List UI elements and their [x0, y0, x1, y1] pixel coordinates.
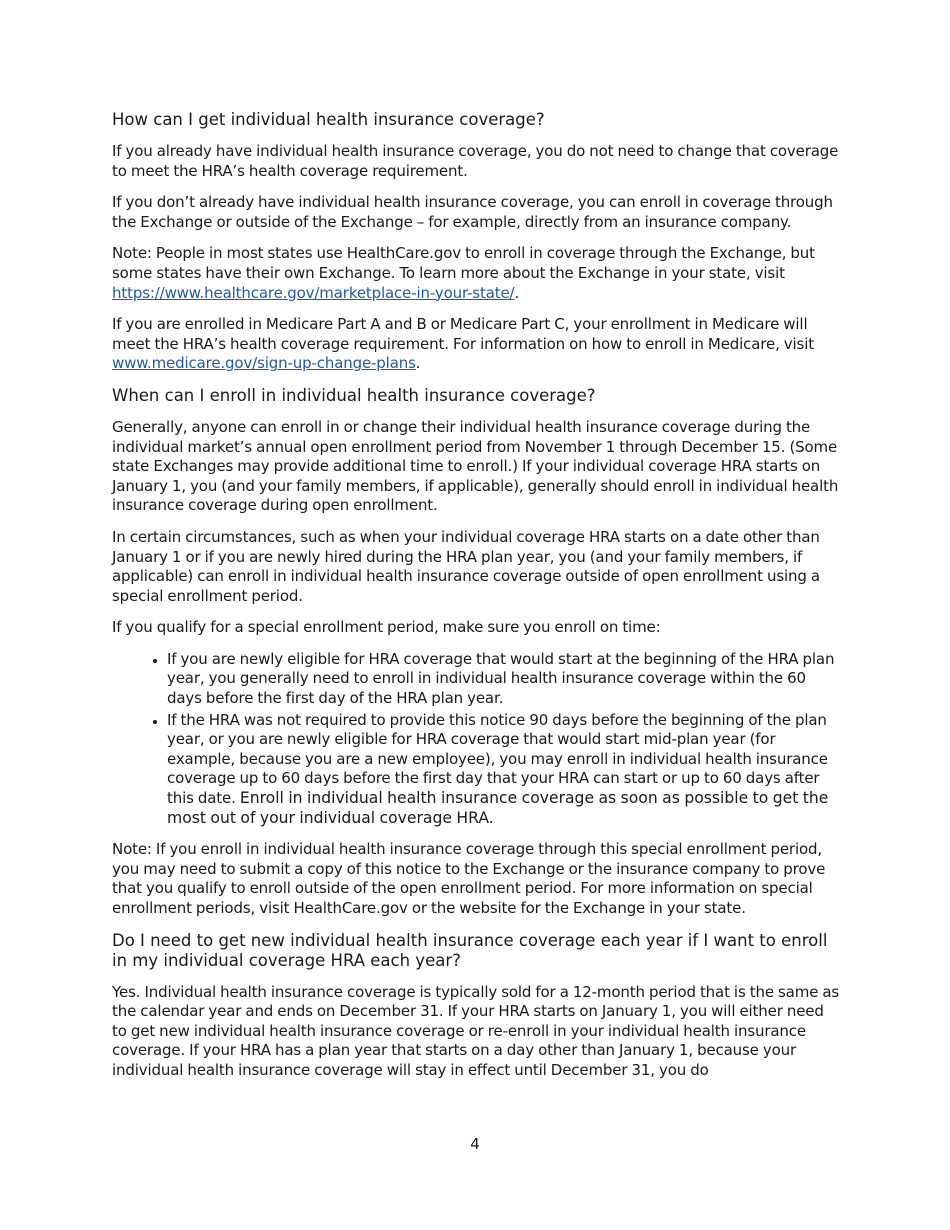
section-heading-new-coverage-each-year: Do I need to get new individual health insurance coverage each year if I want to enroll in my individual coverage HRA each year? [112, 930, 828, 970]
list-item [167, 711, 842, 829]
paragraph-enroll-on-time: If you qualify for a special enrollment period, make sure you enroll on time: [112, 618, 661, 637]
paragraph-medicare-text: If you are enrolled in Medicare Part A and B or Medicare Part C, your enrollment in Medicare will meet the HRA’s health coverage requirement. For information on how to enroll in Medicare, visit [112, 315, 814, 353]
paragraph-already-have-coverage: If you already have individual health insurance coverage, you do not need to change that coverage to meet the HRA’s health coverage requirement. [112, 142, 839, 180]
note-healthcare-gov-text: Note: People in most states use HealthCare.gov to enroll in coverage through the Exchange, but some states have their own Exchange. To learn more about the Exchange in your state, visit [112, 244, 815, 282]
page-content [112, 110, 842, 1093]
paragraph-open-enrollment: Generally, anyone can enroll in or change their individual health insurance coverage during the individual market’s annual open enrollment period from November 1 through December 15. (Some state Exchanges may provide additional time to enroll.) If your individual coverage HRA starts on January 1, you (and your family members, if applicable), generally should enroll in individual health insurance coverage during open enrollment. [112, 417, 839, 515]
medicare-link[interactable]: www.medicare.gov/sign-up-change-plans [112, 354, 416, 373]
paragraph-special-circumstances: In certain circumstances, such as when your individual coverage HRA starts on a date other than January 1 or if you are newly hired during the HRA plan year, you (and your family members, if applicable) can enroll in individual health insurance coverage outside of open enrollment using a special enrollment period. [112, 527, 820, 605]
bullet-tail-text: Enroll in individual health insurance coverage as soon as possible to get the most out of your individual coverage HRA. [167, 789, 829, 827]
page-number: 4 [470, 1135, 480, 1153]
paragraph-medicare [112, 315, 842, 374]
note-healthcare-gov [112, 244, 842, 303]
paragraph-enroll-through-exchange: If you don’t already have individual health insurance coverage, you can enroll in coverage through the Exchange or outside of the Exchange – for example, directly from an insurance company. [112, 193, 833, 231]
list-item [167, 650, 842, 709]
enrollment-bullet-list [112, 650, 842, 828]
bullet-text: If the HRA was not required to provide this notice 90 days before the beginning of the plan year, or you are newly eligible for HRA coverage that would start mid-plan year (for example, because you are a new employee), you may enroll in individual health insurance coverage up to 60 days before the first day that your HRA can start or up to 60 days after this date. [167, 710, 828, 808]
section-heading-get-coverage: How can I get individual health insurance coverage? [112, 110, 545, 129]
note-healthcare-gov-end: . [514, 283, 520, 302]
section-heading-when-enroll: When can I enroll in individual health insurance coverage? [112, 385, 596, 405]
paragraph-yearly-coverage: Yes. Individual health insurance coverage is typically sold for a 12-month period that is the same as the calendar year and ends on December 31. If your HRA starts on January 1, you will either need to get new individual health insurance coverage or re-enroll in your individual health insurance coverage. If your HRA has a plan year that starts on a day other than January 1, because your individual health insurance coverage will stay in effect until December 31, you do [112, 982, 840, 1079]
note-special-enrollment: Note: If you enroll in individual health insurance coverage through this special enrollment period, you may need to submit a copy of this notice to the Exchange or the insurance company to prove that you qualify to enroll outside of the open enrollment period. For more information on special enrollment periods, visit HealthCare.gov or the website for the Exchange in your state. [112, 840, 826, 917]
marketplace-link[interactable]: https://www.healthcare.gov/marketplace-in-your-state/ [112, 283, 515, 302]
paragraph-medicare-end: . [415, 354, 421, 373]
bullet-text: If you are newly eligible for HRA coverage that would start at the beginning of the HRA plan year, you generally need to enroll in individual health insurance coverage within the 60 days before the first day of the HRA plan year. [167, 649, 835, 708]
